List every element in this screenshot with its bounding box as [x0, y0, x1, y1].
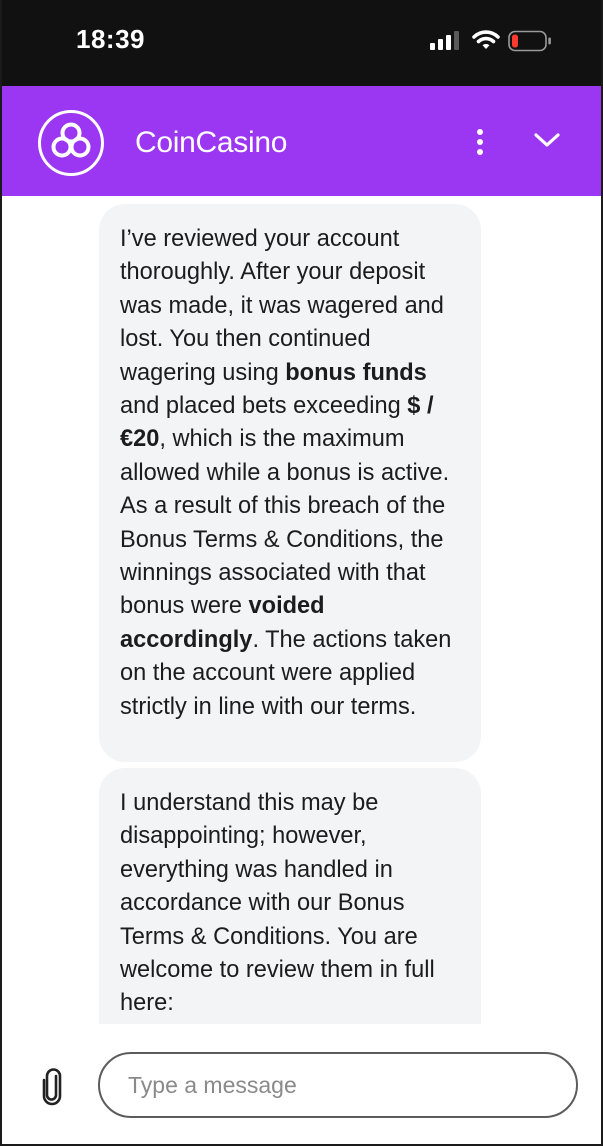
more-options-button[interactable] [468, 124, 492, 160]
message-input[interactable] [98, 1052, 578, 1118]
message-composer [2, 1024, 601, 1144]
message-text: I understand this may be disappointing; however, everything was handled in accordance with our Bonus Terms & Conditions. You are welcome to review them in full here: [120, 790, 435, 1017]
chevron-down-icon[interactable] [530, 128, 564, 152]
header-title: CoinCasino [135, 126, 288, 159]
message-text: . The actions taken on the account were applied strictly in line with our terms. [120, 626, 452, 720]
message-bold-text: bonus funds [285, 359, 427, 386]
message-list[interactable] [2, 196, 601, 1024]
status-bar [2, 0, 601, 86]
agent-message [99, 204, 481, 762]
agent-message [99, 768, 481, 1024]
message-text: I’ve reviewed your account thoroughly. After your deposit was made, it was wagered and lost. You then continued wagering using [120, 226, 444, 386]
paperclip-icon[interactable] [40, 1068, 66, 1106]
more-vertical-icon [477, 129, 483, 135]
message-text: , which is the maximum allowed while a bonus is active. As a result of this breach of the Bonus Terms & Conditions, the winnings associated with that bonus were [120, 426, 450, 620]
status-time: 18:39 [76, 24, 145, 54]
message-bold-text: voided accordingly [120, 593, 325, 653]
cellular-signal-icon [430, 30, 462, 50]
wifi-icon [472, 28, 500, 52]
chat-header [2, 86, 601, 196]
message-bold-text: $ / €20 [120, 393, 434, 453]
message-text: and placed bets exceeding [120, 393, 408, 420]
phone-screen [2, 0, 601, 1144]
battery-low-icon [508, 30, 552, 52]
coincasino-logo-icon [38, 110, 104, 176]
